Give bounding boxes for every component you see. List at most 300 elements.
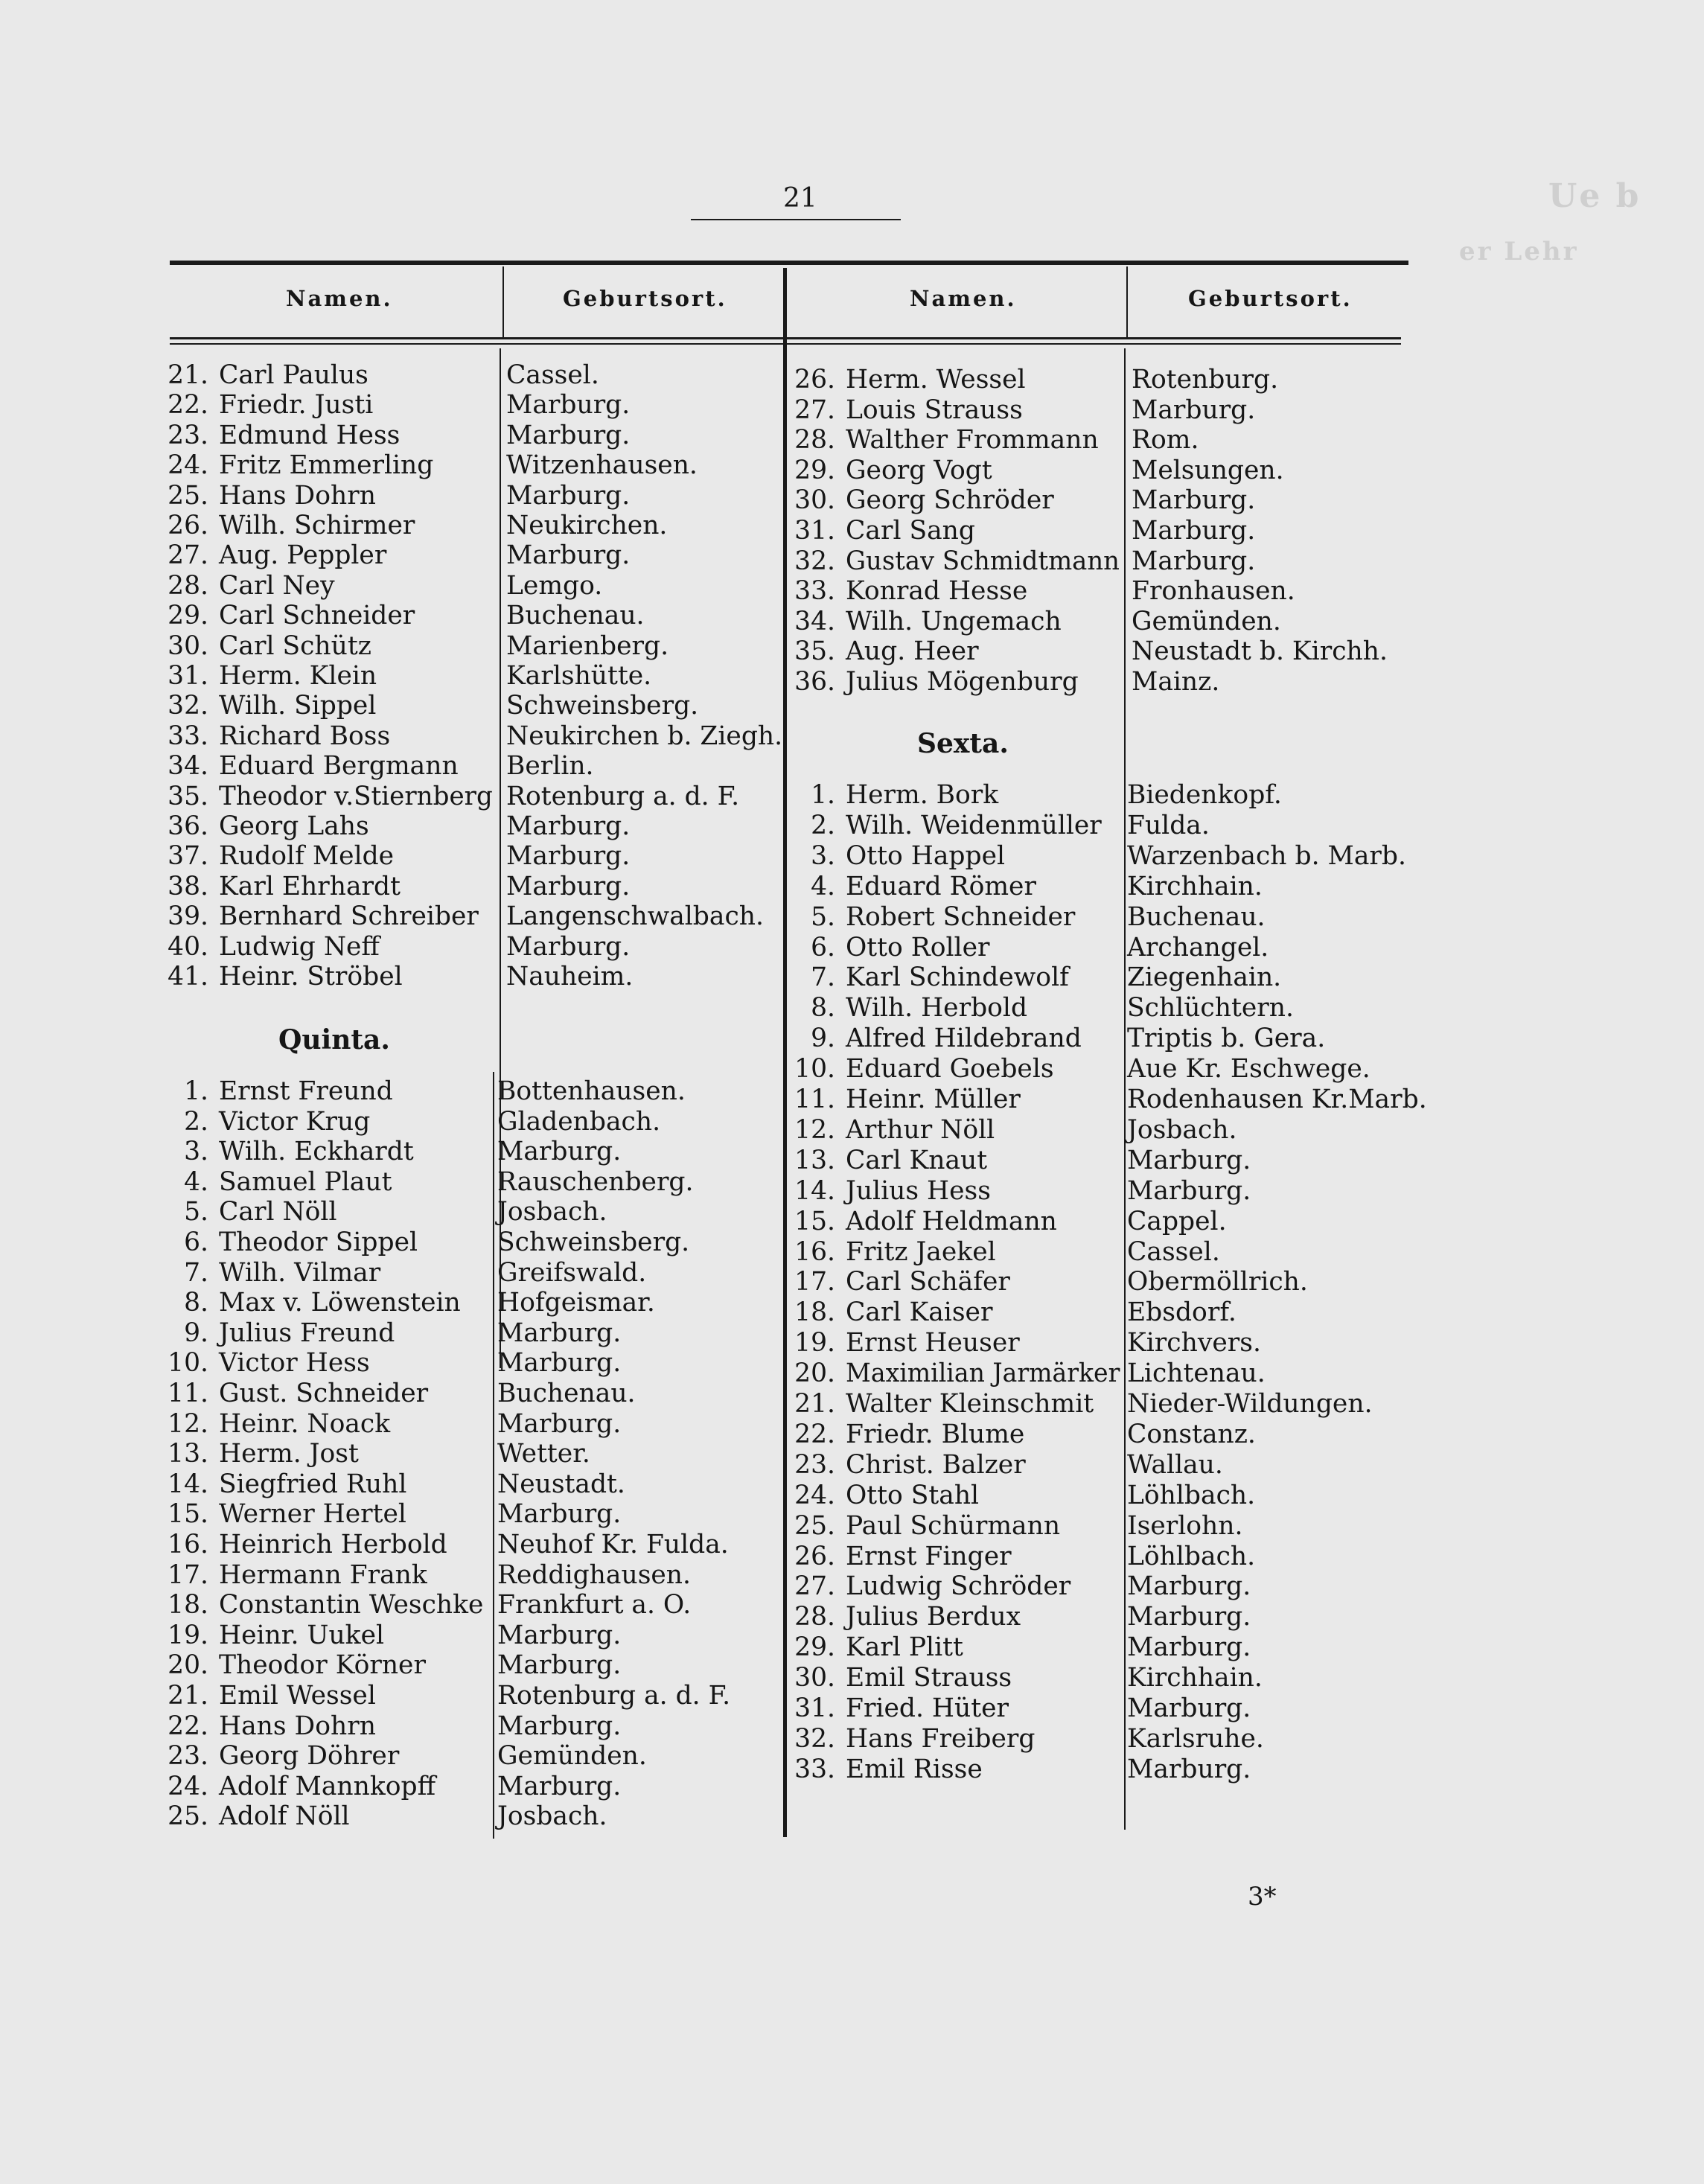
list-item	[146, 450, 433, 480]
entry-number: 25.	[167, 480, 208, 511]
list-item	[774, 780, 998, 810]
birthplace: Marienberg.	[506, 630, 669, 661]
list-item	[774, 1297, 992, 1327]
entry-number: 13.	[794, 1145, 835, 1175]
birthplace: Löhlbach.	[1127, 1541, 1256, 1571]
left-place-header: Geburtsort.	[563, 286, 727, 311]
entry-number: 17.	[794, 1267, 835, 1297]
student-name: Aug. Heer	[846, 636, 979, 667]
student-name: Theodor v.Stiernberg	[219, 781, 493, 811]
student-name: Max v. Löwenstein	[219, 1288, 461, 1318]
student-name: Werner Hertel	[219, 1499, 406, 1530]
entry-number: 23.	[167, 420, 208, 450]
list-item	[146, 661, 377, 691]
list-item	[774, 365, 1026, 395]
student-name: Georg Schröder	[846, 485, 1054, 516]
entry-number: 5.	[184, 1197, 208, 1227]
list-item	[146, 1772, 435, 1801]
list-item	[774, 1724, 1036, 1754]
student-name: Otto Stahl	[846, 1480, 980, 1510]
birthplace: Rotenburg a. d. F.	[506, 781, 740, 811]
birthplace: Marburg.	[1132, 485, 1256, 516]
entry-number: 12.	[167, 1408, 208, 1439]
birthplace: Kirchvers.	[1127, 1328, 1261, 1358]
list-item	[774, 933, 989, 962]
birthplace: Buchenau.	[506, 601, 645, 631]
entry-number: 27.	[794, 1571, 835, 1602]
entry-number: 29.	[794, 1632, 835, 1663]
birthplace: Nieder-Wildungen.	[1127, 1389, 1373, 1419]
student-name: Wilh. Ungemach	[846, 606, 1062, 636]
entry-number: 36.	[794, 667, 835, 697]
birthplace: Josbach.	[497, 1197, 607, 1227]
birthplace: Archangel.	[1127, 932, 1269, 962]
entry-number: 18.	[167, 1590, 208, 1621]
right-inner-divider-header	[1126, 266, 1128, 337]
student-name: Heinr. Ströbel	[219, 962, 403, 992]
birthplace: Schlüchtern.	[1127, 993, 1294, 1024]
birthplace: Lichtenau.	[1127, 1358, 1266, 1389]
student-name: Eduard Römer	[846, 871, 1036, 901]
list-item	[146, 962, 403, 992]
list-item	[146, 481, 376, 511]
student-name: Maximilian Jarmärker	[846, 1358, 1120, 1389]
entry-number: 38.	[167, 871, 208, 901]
birthplace: Neustadt.	[497, 1469, 625, 1499]
list-item	[146, 1076, 393, 1106]
entry-number: 15.	[794, 1206, 835, 1236]
entry-number: 1.	[811, 780, 835, 810]
birthplace: Marburg.	[497, 1348, 622, 1379]
list-item	[146, 1439, 359, 1469]
birthplace: Marburg.	[1132, 516, 1256, 546]
student-name: Wilh. Schirmer	[219, 511, 415, 540]
birthplace: Marburg.	[506, 420, 631, 450]
list-item	[146, 421, 400, 450]
list-item	[146, 511, 415, 540]
entry-number: 5.	[811, 901, 835, 932]
list-item	[774, 1358, 1132, 1388]
list-item	[146, 1621, 384, 1650]
birthplace: Rotenburg a. d. F.	[497, 1681, 731, 1711]
entry-number: 30.	[794, 485, 835, 516]
list-item	[146, 1530, 447, 1559]
list-item	[774, 1389, 1094, 1419]
birthplace: Marburg.	[506, 841, 631, 872]
list-item	[774, 1207, 1057, 1236]
entry-number: 17.	[167, 1559, 208, 1590]
student-name: Georg Döhrer	[219, 1741, 400, 1772]
list-item	[146, 1227, 418, 1257]
entry-number: 24.	[167, 1771, 208, 1801]
student-name: Fritz Emmerling	[219, 450, 434, 481]
student-name: Theodor Sippel	[219, 1227, 418, 1257]
student-name: Walter Kleinschmit	[846, 1389, 1094, 1419]
list-item	[774, 1693, 1009, 1723]
list-item	[774, 516, 975, 546]
section-sexta-title: Sexta.	[917, 728, 1009, 759]
student-name: Carl Schneider	[219, 601, 415, 631]
list-item	[146, 540, 386, 570]
birthplace: Marburg.	[497, 1137, 622, 1167]
list-item	[774, 811, 1102, 840]
list-item	[146, 751, 459, 781]
list-item	[774, 1511, 1060, 1541]
birthplace: Marburg.	[506, 540, 631, 571]
birthplace: Lemgo.	[506, 570, 603, 601]
left-inner-divider-lower	[493, 1072, 494, 1839]
birthplace: Karlshütte.	[506, 661, 652, 691]
list-item	[146, 1379, 428, 1408]
birthplace: Wetter.	[497, 1439, 590, 1469]
student-name: Ernst Finger	[846, 1541, 1012, 1571]
birthplace: Obermöllrich.	[1127, 1267, 1308, 1297]
student-name: Wilh. Herbold	[846, 993, 1028, 1024]
birthplace: Aue Kr. Eschwege.	[1127, 1054, 1370, 1085]
birthplace: Gemünden.	[1132, 606, 1281, 636]
birthplace: Neukirchen.	[506, 511, 668, 540]
entry-number: 30.	[167, 630, 208, 661]
list-item	[146, 901, 479, 931]
page-number: 21	[783, 183, 817, 214]
list-item	[146, 360, 368, 390]
list-item	[774, 993, 1027, 1023]
entry-number: 14.	[167, 1469, 208, 1499]
student-name: Heinr. Uukel	[219, 1620, 385, 1650]
birthplace: Melsungen.	[1132, 455, 1284, 485]
student-name: Louis Strauss	[846, 395, 1023, 425]
birthplace: Marburg.	[506, 811, 631, 841]
list-item	[146, 1650, 426, 1680]
birthplace: Marburg.	[1127, 1175, 1251, 1206]
entry-number: 3.	[184, 1137, 208, 1167]
student-name: Karl Ehrhardt	[219, 871, 401, 901]
entry-number: 31.	[167, 661, 208, 691]
list-item	[774, 1146, 987, 1175]
student-name: Herm. Bork	[846, 780, 999, 810]
student-name: Herm. Jost	[219, 1439, 359, 1469]
list-item	[774, 1267, 1010, 1297]
birthplace: Fronhausen.	[1132, 576, 1295, 607]
student-name: Hermann Frank	[219, 1559, 427, 1590]
table-top-rule	[170, 261, 1408, 265]
entry-number: 33.	[794, 576, 835, 607]
birthplace: Marburg.	[1127, 1571, 1251, 1602]
student-name: Hans Freiberg	[846, 1723, 1036, 1754]
entry-number: 14.	[794, 1175, 835, 1206]
birthplace: Marburg.	[497, 1711, 622, 1741]
birthplace: Wallau.	[1127, 1449, 1223, 1480]
birthplace: Marburg.	[1132, 395, 1256, 425]
entry-number: 34.	[794, 606, 835, 636]
list-item	[774, 1237, 996, 1267]
entry-number: 40.	[167, 931, 208, 962]
entry-number: 8.	[184, 1288, 208, 1318]
birthplace: Cassel.	[1127, 1236, 1220, 1267]
student-name: Carl Kaiser	[846, 1297, 993, 1328]
birthplace: Marburg.	[506, 480, 631, 511]
birthplace: Gladenbach.	[497, 1106, 661, 1137]
birthplace: Marburg.	[1127, 1754, 1251, 1784]
list-item	[146, 782, 496, 811]
left-name-header: Namen.	[286, 286, 393, 311]
student-name: Julius Hess	[846, 1175, 991, 1206]
entry-number: 22.	[167, 390, 208, 421]
list-item	[146, 932, 380, 962]
list-item	[146, 1469, 406, 1499]
page-number-rule	[691, 219, 901, 220]
list-item	[774, 841, 1005, 871]
student-name: Rudolf Melde	[219, 841, 395, 872]
birthplace: Marburg.	[497, 1771, 622, 1801]
student-name: Friedr. Justi	[219, 390, 374, 421]
birthplace: Cappel.	[1127, 1206, 1227, 1236]
student-name: Wilh. Vilmar	[219, 1257, 381, 1288]
student-name: Emil Wessel	[219, 1681, 376, 1711]
list-item	[774, 425, 1099, 455]
student-name: Carl Schäfer	[846, 1267, 1010, 1297]
entry-number: 6.	[811, 932, 835, 962]
list-item	[774, 1085, 1021, 1114]
student-name: Siegfried Ruhl	[219, 1469, 407, 1499]
entry-number: 33.	[794, 1754, 835, 1784]
birthplace: Rauschenberg.	[497, 1166, 694, 1197]
birthplace: Marburg.	[1127, 1693, 1251, 1723]
list-item	[774, 1602, 1021, 1632]
student-name: Carl Ney	[219, 570, 335, 601]
list-item	[774, 1663, 1012, 1693]
list-item	[146, 601, 415, 630]
list-item	[146, 1590, 483, 1620]
entry-number: 35.	[794, 636, 835, 667]
list-item	[774, 1754, 983, 1784]
birthplace: Marburg.	[497, 1318, 622, 1348]
list-item	[774, 576, 1027, 606]
birthplace: Fulda.	[1127, 810, 1210, 840]
birthplace: Marburg.	[497, 1620, 622, 1650]
birthplace: Josbach.	[1127, 1114, 1237, 1145]
list-item	[146, 1499, 406, 1529]
student-name: Carl Schütz	[219, 630, 371, 661]
entry-number: 4.	[184, 1166, 208, 1197]
entry-number: 27.	[167, 540, 208, 571]
birthplace: Marburg.	[506, 871, 631, 901]
list-item	[774, 902, 1075, 932]
section-quinta-title: Quinta.	[278, 1024, 390, 1056]
student-name: Ludwig Schröder	[846, 1571, 1071, 1602]
list-item	[146, 1409, 390, 1439]
birthplace: Triptis b. Gera.	[1127, 1024, 1326, 1054]
entry-number: 34.	[167, 751, 208, 782]
entry-number: 20.	[794, 1358, 835, 1389]
entry-number: 3.	[811, 840, 835, 871]
list-item	[146, 1741, 399, 1771]
entry-number: 11.	[794, 1085, 835, 1114]
student-name: Wilh. Weidenmüller	[846, 810, 1102, 840]
entry-number: 28.	[794, 425, 835, 456]
entry-number: 7.	[184, 1257, 208, 1288]
entry-number: 10.	[167, 1348, 208, 1379]
birthplace: Biedenkopf.	[1127, 780, 1282, 810]
student-name: Gust. Schneider	[219, 1379, 429, 1408]
entry-number: 2.	[184, 1106, 208, 1137]
student-name: Adolf Nöll	[219, 1801, 350, 1832]
list-item	[146, 1288, 461, 1318]
entry-number: 25.	[794, 1510, 835, 1541]
student-name: Emil Risse	[846, 1754, 983, 1784]
list-item	[146, 1348, 370, 1378]
student-name: Herm. Klein	[219, 661, 377, 691]
list-item	[146, 1801, 350, 1831]
entry-number: 1.	[184, 1076, 208, 1106]
student-name: Theodor Körner	[219, 1650, 426, 1681]
birthplace: Marburg.	[497, 1408, 622, 1439]
student-name: Adolf Heldmann	[846, 1206, 1057, 1236]
entry-number: 33.	[167, 721, 208, 751]
entry-number: 18.	[794, 1297, 835, 1328]
entry-number: 23.	[167, 1741, 208, 1772]
list-item	[774, 546, 1125, 576]
student-name: Constantin Weschke	[219, 1590, 484, 1621]
entry-number: 28.	[167, 570, 208, 601]
entry-number: 26.	[794, 1541, 835, 1571]
list-item	[774, 456, 992, 485]
birthplace: Rotenburg.	[1132, 365, 1279, 395]
student-name: Walther Frommann	[846, 425, 1099, 456]
list-item	[774, 636, 979, 666]
student-name: Hans Dohrn	[219, 1711, 376, 1741]
birthplace: Witzenhausen.	[506, 450, 698, 481]
birthplace: Gemünden.	[497, 1741, 647, 1772]
entry-number: 29.	[167, 601, 208, 631]
birthplace: Nauheim.	[506, 962, 634, 992]
birthplace: Cassel.	[506, 360, 599, 390]
list-item	[774, 1481, 979, 1510]
entry-number: 6.	[184, 1227, 208, 1257]
student-name: Arthur Nöll	[846, 1114, 995, 1145]
student-name: Adolf Mannkopff	[219, 1771, 436, 1801]
entry-number: 24.	[794, 1480, 835, 1510]
list-item	[146, 1711, 376, 1741]
entry-number: 41.	[167, 962, 208, 992]
student-name: Carl Knaut	[846, 1145, 988, 1175]
birthplace: Schweinsberg.	[506, 691, 699, 721]
student-name: Wilh. Sippel	[219, 691, 377, 721]
list-item	[146, 1681, 376, 1711]
student-name: Ernst Heuser	[846, 1328, 1020, 1358]
student-name: Georg Lahs	[219, 811, 369, 841]
student-name: Wilh. Eckhardt	[219, 1137, 414, 1167]
entry-number: 9.	[184, 1318, 208, 1348]
entry-number: 26.	[794, 365, 835, 395]
birthplace: Frankfurt a. O.	[497, 1590, 692, 1621]
birthplace: Bottenhausen.	[497, 1076, 686, 1106]
list-item	[146, 571, 335, 601]
list-item	[774, 1176, 991, 1206]
birthplace: Hofgeismar.	[497, 1288, 655, 1318]
list-item	[146, 691, 376, 721]
entry-number: 15.	[167, 1499, 208, 1530]
student-name: Carl Nöll	[219, 1197, 337, 1227]
list-item	[774, 667, 1079, 697]
student-name: Heinr. Noack	[219, 1408, 391, 1439]
list-item	[774, 485, 1054, 515]
entry-number: 21.	[167, 1681, 208, 1711]
entry-number: 35.	[167, 781, 208, 811]
birthplace: Constanz.	[1127, 1419, 1256, 1449]
entry-number: 19.	[167, 1620, 208, 1650]
birthplace: Josbach.	[497, 1801, 607, 1832]
birthplace: Reddighausen.	[497, 1559, 691, 1590]
signature-mark: 3*	[1248, 1882, 1277, 1912]
entry-number: 10.	[794, 1054, 835, 1085]
list-item	[774, 1420, 1024, 1449]
birthplace: Rom.	[1132, 425, 1199, 456]
entry-number: 9.	[811, 1024, 835, 1054]
student-name: Heinrich Herbold	[219, 1530, 447, 1559]
student-name: Robert Schneider	[846, 901, 1076, 932]
student-name: Julius Berdux	[846, 1602, 1021, 1632]
entry-number: 12.	[794, 1114, 835, 1145]
birthplace: Iserlohn.	[1127, 1510, 1243, 1541]
student-name: Richard Boss	[219, 721, 391, 751]
student-name: Heinr. Müller	[846, 1085, 1021, 1114]
entry-number: 22.	[167, 1711, 208, 1741]
student-name: Christ. Balzer	[846, 1449, 1026, 1480]
entry-number: 31.	[794, 1693, 835, 1723]
entry-number: 29.	[794, 455, 835, 485]
list-item	[774, 607, 1062, 636]
entry-number: 20.	[167, 1650, 208, 1681]
student-name: Victor Krug	[219, 1106, 371, 1137]
birthplace: Karlsruhe.	[1127, 1723, 1264, 1754]
student-name: Victor Hess	[219, 1348, 370, 1379]
birthplace: Langenschwalbach.	[506, 901, 764, 932]
student-name: Karl Plitt	[846, 1632, 963, 1663]
birthplace: Kirchhain.	[1127, 1663, 1263, 1693]
student-name: Otto Happel	[846, 840, 1006, 871]
entry-number: 21.	[794, 1389, 835, 1419]
entry-number: 32.	[794, 1723, 835, 1754]
list-item	[146, 1197, 336, 1227]
list-item	[774, 1632, 963, 1662]
birthplace: Marburg.	[1127, 1602, 1251, 1632]
student-name: Otto Roller	[846, 932, 990, 962]
entry-number: 22.	[794, 1419, 835, 1449]
list-item	[146, 721, 390, 751]
list-item	[146, 631, 371, 661]
entry-number: 11.	[167, 1379, 208, 1408]
birthplace: Marburg.	[1127, 1632, 1251, 1663]
student-name: Georg Vogt	[846, 455, 992, 485]
list-item	[774, 872, 1036, 901]
left-inner-divider-header	[502, 266, 504, 337]
entry-number: 37.	[167, 841, 208, 872]
birthplace: Mainz.	[1132, 667, 1220, 697]
birthplace: Marburg.	[1127, 1145, 1251, 1175]
student-name: Julius Freund	[219, 1318, 395, 1348]
student-name: Samuel Plaut	[219, 1166, 392, 1197]
entry-number: 31.	[794, 516, 835, 546]
entry-number: 19.	[794, 1328, 835, 1358]
list-item	[774, 1542, 1012, 1571]
student-name: Alfred Hildebrand	[846, 1024, 1082, 1054]
student-name: Ludwig Neff	[219, 931, 380, 962]
student-name: Karl Schindewolf	[846, 962, 1069, 993]
birthplace: Marburg.	[506, 931, 631, 962]
student-name: Fried. Hüter	[846, 1693, 1009, 1723]
birthplace: Marburg.	[506, 390, 631, 421]
